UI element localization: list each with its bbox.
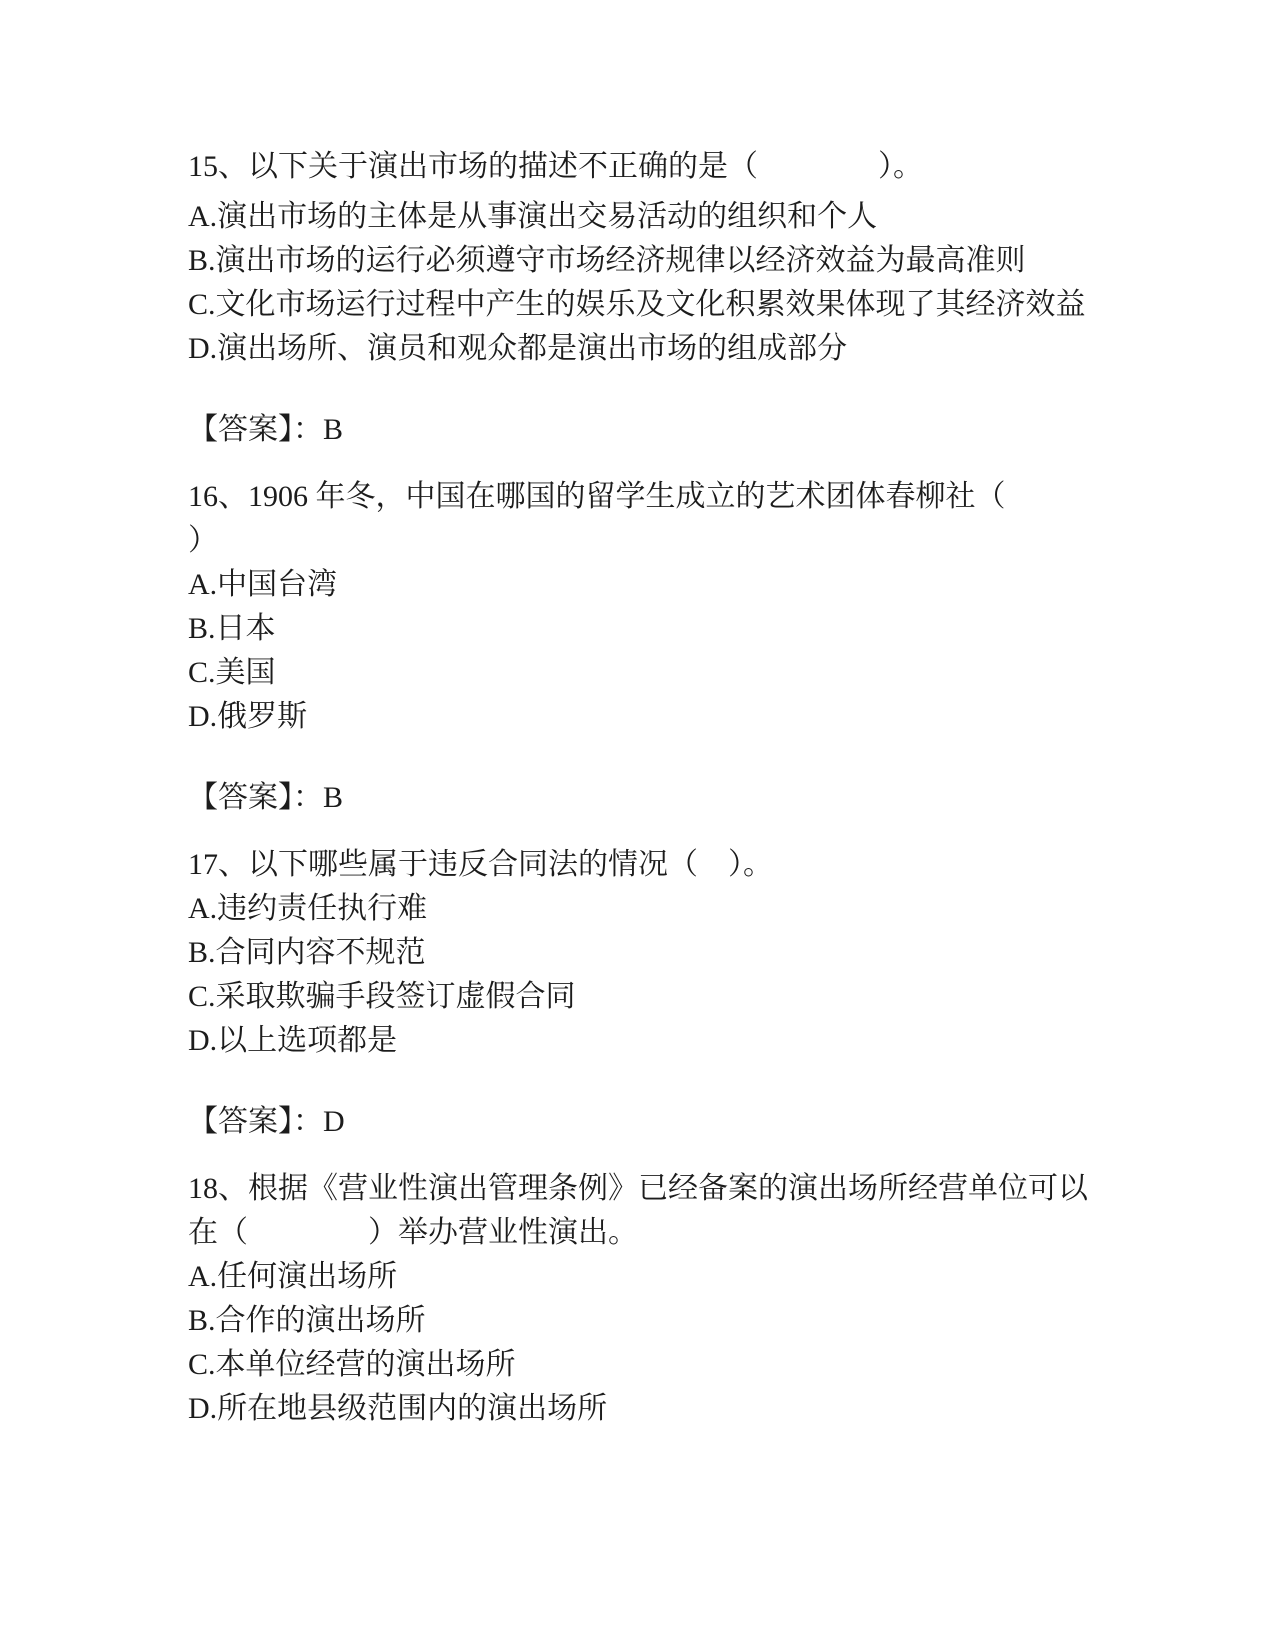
question-15-title: 15、以下关于演出市场的描述不正确的是（ ）。 [188, 150, 923, 183]
question-18-title-continuation: 在（ ）举办营业性演出。 [188, 1216, 638, 1249]
question-15-option-c: C.文化市场运行过程中产生的娱乐及文化积累效果体现了其经济效益 [188, 288, 1086, 321]
question-15-option-a: A.演出市场的主体是从事演出交易活动的组织和个人 [188, 200, 878, 233]
question-16-title: 16、1906 年冬，中国在哪国的留学生成立的艺术团体春柳社（ [188, 480, 1006, 513]
question-16-title-continuation: ） [188, 524, 218, 557]
question-18-option-b: B.合作的演出场所 [188, 1304, 426, 1337]
question-17-answer: 【答案】：D [188, 1105, 345, 1138]
question-17-option-c: C.采取欺骗手段签订虚假合同 [188, 980, 576, 1013]
question-16-option-d: D.俄罗斯 [188, 700, 308, 733]
question-17-title: 17、以下哪些属于违反合同法的情况（ ）。 [188, 848, 773, 881]
question-17-option-a: A.违约责任执行难 [188, 892, 428, 925]
question-16-option-c: C.美国 [188, 656, 276, 689]
question-15-option-d: D.演出场所、演员和观众都是演出市场的组成部分 [188, 332, 848, 365]
question-16-answer: 【答案】：B [188, 781, 344, 814]
question-17-option-d: D.以上选项都是 [188, 1024, 398, 1057]
question-16-option-a: A.中国台湾 [188, 568, 338, 601]
question-17 [188, 843, 1073, 1063]
question-16-option-b: B.日本 [188, 612, 276, 645]
questions-text-block [188, 145, 1088, 1431]
question-16 [188, 475, 1073, 739]
question-15-option-b: B.演出市场的运行必须遵守市场经济规律以经济效益为最高准则 [188, 244, 1026, 277]
question-15-answer: 【答案】：B [188, 413, 344, 446]
question-18-option-d: D.所在地县级范围内的演出场所 [188, 1392, 608, 1425]
question-18-option-a: A.任何演出场所 [188, 1260, 398, 1293]
question-18-option-c: C.本单位经营的演出场所 [188, 1348, 516, 1381]
question-17-option-b: B.合同内容不规范 [188, 936, 426, 969]
question-15 [188, 145, 1086, 371]
question-18 [188, 1167, 1088, 1431]
question-18-title: 18、根据《营业性演出管理条例》已经备案的演出场所经营单位可以 [188, 1172, 1088, 1205]
